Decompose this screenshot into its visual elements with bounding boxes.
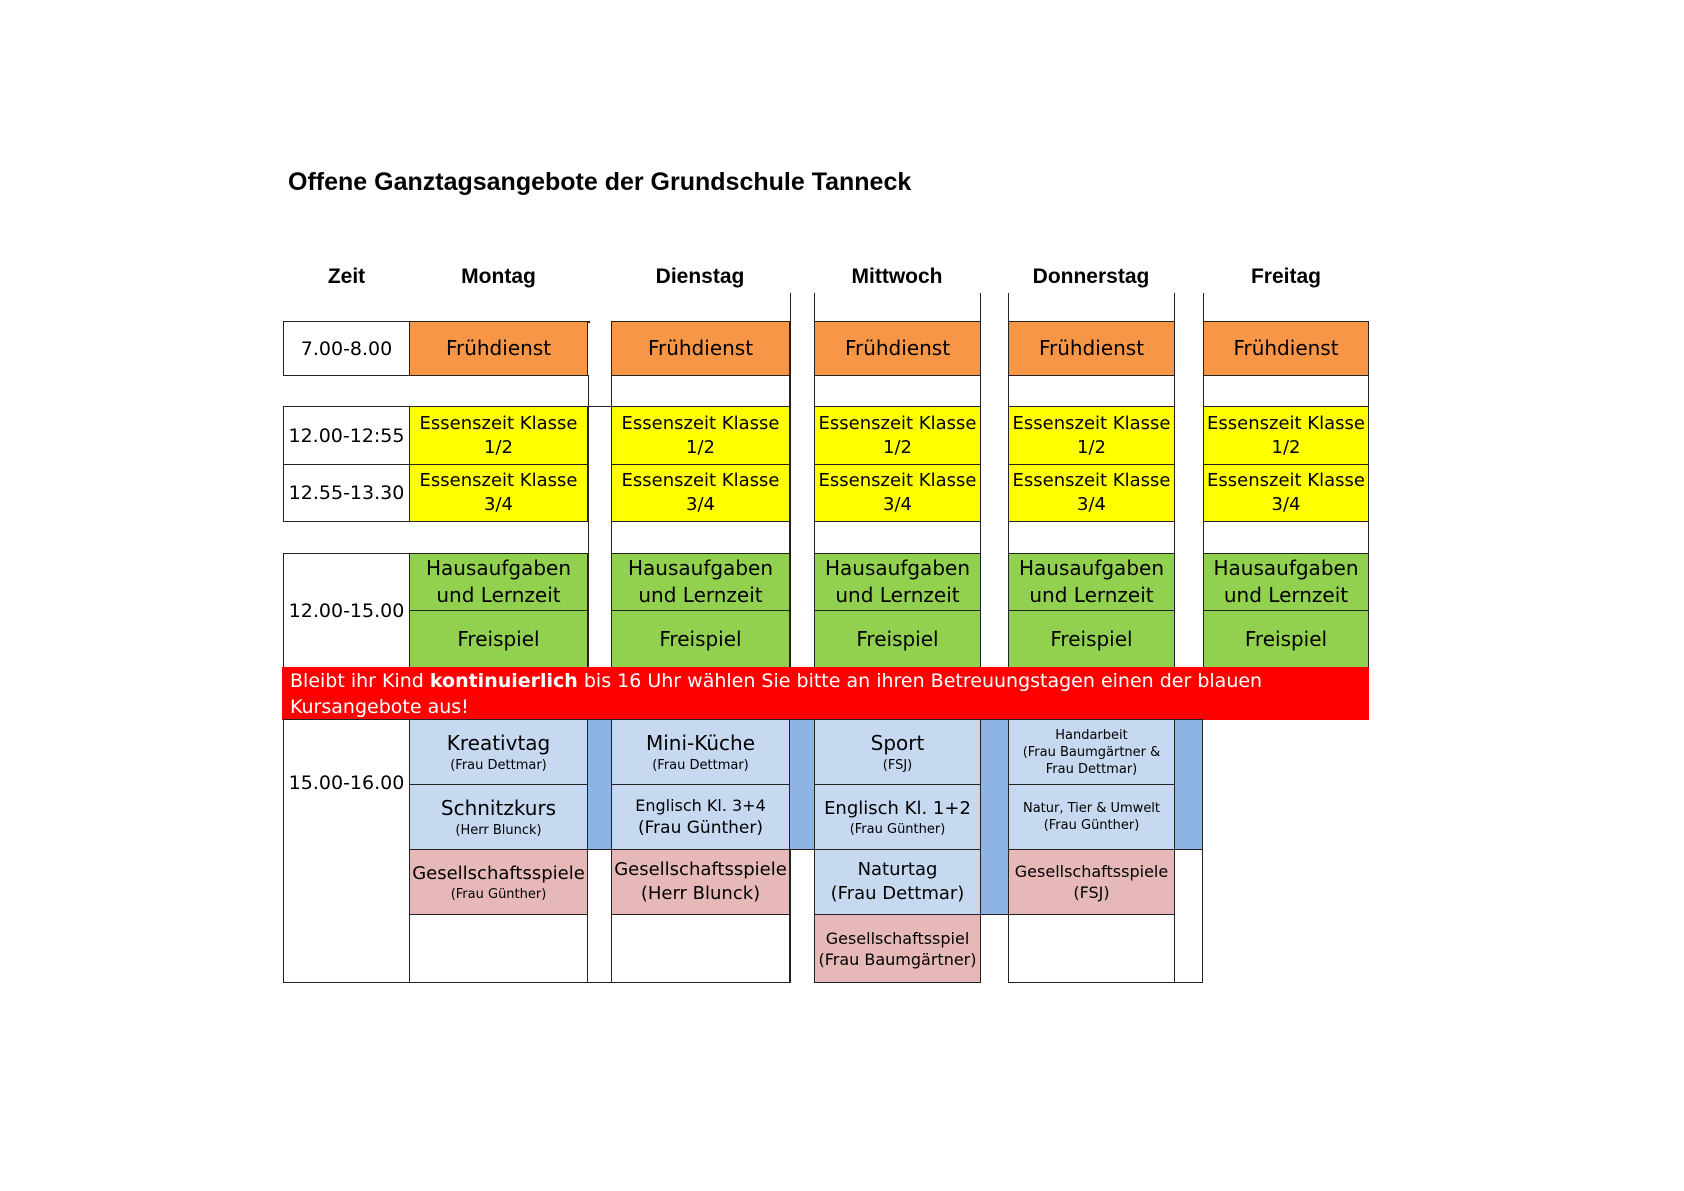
essenszeit-label: Essenszeit Klasse [1207,470,1365,491]
freispiel-cell: Freispiel [1008,610,1175,668]
course-marker [587,719,612,850]
header-mittwoch: Mittwoch [851,265,943,288]
divider-line [790,293,791,983]
essenszeit-label: Essenszeit Klasse [621,470,780,491]
course-cell [409,849,588,915]
course-cell [1008,719,1175,785]
hausaufgaben-cell [409,553,588,611]
course-name: Kreativtag [446,731,551,755]
essenszeit-label: Essenszeit Klasse [621,412,780,434]
course-teacher: (Frau Baumgärtner & [1022,744,1161,760]
course-name: Englisch Kl. 3+4 [635,795,766,815]
essenszeit-label: Essenszeit Klasse [1012,412,1171,434]
essenszeit-class: 1/2 [1077,436,1106,458]
essenszeit-34-cell [1203,464,1369,522]
essenszeit-12-cell [611,406,790,465]
page-title: Offene Ganztagsangebote der Grundschule Tanneck [288,168,912,196]
hausaufgaben-cell [1203,553,1369,611]
course-name: Gesellschaftsspiele [1014,862,1169,881]
essenszeit-34-cell [611,464,790,522]
course-name: Sport [870,731,925,755]
header-freitag: Freitag [1250,265,1321,288]
course-teacher: (Herr Blunck) [455,823,542,838]
course-teacher: (Frau Dettmar) [652,758,749,773]
course-teacher: (Frau Dettmar) [830,883,965,904]
course-name: Mini-Küche [645,731,756,755]
empty-cell [1008,521,1175,554]
essenszeit-class: 1/2 [883,436,912,458]
hausaufgaben-line1: Hausaufgaben [426,556,571,580]
essenszeit-class: 1/2 [686,436,715,458]
empty-cell [814,375,981,407]
course-cell [611,849,790,915]
notice-banner [282,667,1369,720]
essenszeit-label: Essenszeit Klasse [1012,470,1171,491]
course-cell [814,849,981,915]
course-cell [409,784,588,850]
empty-cell [409,914,588,983]
essenszeit-class: 1/2 [1271,436,1301,458]
course-teacher: (Frau Günther) [849,821,946,837]
course-teacher: (Frau Günther) [1043,818,1140,833]
essenszeit-label: Essenszeit Klasse [419,412,578,434]
hausaufgaben-line1: Hausaufgaben [1213,556,1359,580]
hausaufgaben-cell [1008,553,1175,611]
empty-cell [1203,521,1369,554]
essenszeit-class: 3/4 [1271,494,1301,515]
course-teacher: (Frau Günther) [450,886,547,902]
freispiel-cell: Freispiel [1203,610,1369,668]
fruehdienst-cell: Frühdienst [1203,321,1369,376]
hausaufgaben-line1: Hausaufgaben [628,556,773,580]
course-cell [409,719,588,785]
fruehdienst-cell: Frühdienst [1008,321,1175,376]
essenszeit-34-cell [409,464,588,522]
essenszeit-label: Essenszeit Klasse [818,412,977,434]
course-name: Gesellschaftsspiele [614,859,787,880]
course-cell [1008,784,1175,850]
empty-cell [611,914,790,983]
essenszeit-12-cell [1008,406,1175,465]
empty-cell [1174,849,1203,983]
course-name: Handarbeit [1055,727,1128,743]
time-cell: 12.55-13.30 [283,464,410,522]
empty-cell [1008,375,1175,407]
course-teacher-2: Frau Dettmar) [1045,761,1138,777]
header-zeit: Zeit [327,265,366,288]
empty-cell [1008,914,1175,983]
course-teacher: (FSJ) [882,758,913,773]
course-teacher: (Frau Baumgärtner) [818,949,977,969]
course-teacher: (Herr Blunck) [640,883,761,904]
time-cell: 7.00-8.00 [283,321,410,376]
empty-cell [587,849,612,983]
essenszeit-34-cell [814,464,981,522]
hausaufgaben-cell [611,553,790,611]
freispiel-cell: Freispiel [814,610,981,668]
essenszeit-class: 3/4 [883,494,912,515]
course-cell [1008,849,1175,915]
banner-text-end: bis 16 Uhr wählen Sie bitte an ihren Betreuungstagen einen der blauen Kursangebote aus! [290,669,1263,718]
course-name: Gesellschaftsspiele [412,862,585,884]
empty-cell [611,375,790,407]
hausaufgaben-line2: und Lernzeit [1029,583,1154,607]
course-cell [611,784,790,850]
hausaufgaben-line2: und Lernzeit [638,583,763,607]
course-teacher: (Frau Dettmar) [450,758,547,773]
fruehdienst-cell: Frühdienst [814,321,981,376]
course-name: Natur, Tier & Umwelt [1022,801,1161,816]
fruehdienst-cell: Frühdienst [409,321,588,376]
empty-cell [611,521,790,554]
course-name: Schnitzkurs [440,796,557,820]
freispiel-cell: Freispiel [611,610,790,668]
hausaufgaben-line2: und Lernzeit [1223,583,1349,607]
hausaufgaben-line1: Hausaufgaben [1019,556,1164,580]
essenszeit-12-cell [814,406,981,465]
essenszeit-label: Essenszeit Klasse [1207,412,1365,434]
time-cell: 12.00-12:55 [283,406,410,465]
course-name: Englisch Kl. 1+2 [824,797,971,819]
course-marker [789,719,815,850]
time-cell: 15.00-16.00 [283,719,410,983]
essenszeit-class: 1/2 [484,436,513,458]
freispiel-cell: Freispiel [409,610,588,668]
course-cell [611,719,790,785]
empty-cell [814,521,981,554]
essenszeit-12-cell [1203,406,1369,465]
hausaufgaben-line1: Hausaufgaben [825,556,970,580]
banner-text-start: Bleibt ihr Kind [290,669,430,692]
essenszeit-label: Essenszeit Klasse [419,470,578,491]
essenszeit-class: 3/4 [1077,494,1106,515]
course-cell [814,784,981,850]
header-dienstag: Dienstag [655,265,745,288]
spacer [588,321,590,323]
empty-cell [1203,375,1369,407]
course-cell [814,719,981,785]
spacer-column [588,375,612,668]
hausaufgaben-cell [814,553,981,611]
course-teacher: (FSJ) [1073,883,1110,902]
essenszeit-class: 3/4 [686,494,715,515]
course-teacher: (Frau Günther) [637,817,763,838]
course-name: Naturtag [857,859,938,880]
essenszeit-class: 3/4 [484,494,513,515]
essenszeit-34-cell [1008,464,1175,522]
essenszeit-12-cell [409,406,588,465]
fruehdienst-cell: Frühdienst [611,321,790,376]
banner-text-bold: kontinuierlich [429,669,578,692]
time-cell: 12.00-15.00 [283,553,410,668]
course-marker [1174,719,1203,850]
course-name: Gesellschaftsspiel [825,928,970,948]
header-montag: Montag [461,265,536,288]
essenszeit-label: Essenszeit Klasse [818,470,977,491]
hausaufgaben-line2: und Lernzeit [436,583,561,607]
hausaufgaben-line2: und Lernzeit [835,583,960,607]
course-marker [980,719,1009,915]
course-cell [814,914,981,983]
header-donnerstag: Donnerstag [1032,265,1150,288]
